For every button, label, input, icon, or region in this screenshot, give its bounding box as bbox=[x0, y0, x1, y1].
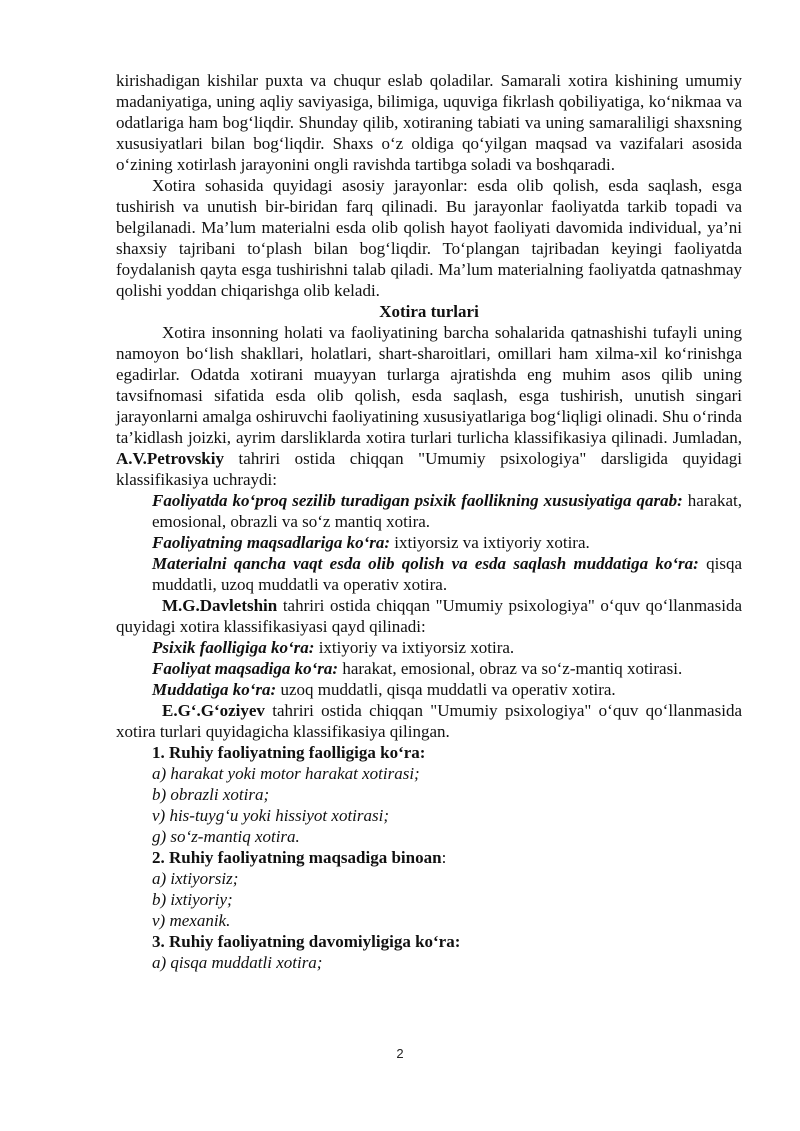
list-item: a) qisqa muddatli xotira; bbox=[152, 953, 323, 972]
classification-label: Faoliyatning maqsadlariga ko‘ra: bbox=[152, 533, 391, 552]
classification-label: Muddatiga ko‘ra: bbox=[152, 680, 277, 699]
classification-label: Faoliyatda ko‘proq sezilib turadigan psixik faollikning xususiyatiga qarab: bbox=[152, 491, 683, 510]
paragraph bbox=[116, 700, 742, 742]
list-item: a) harakat yoki motor harakat xotirasi; bbox=[152, 764, 420, 783]
classification-text: ixtiyorsiz va ixtiyoriy xotira. bbox=[390, 533, 590, 552]
list-item: v) mexanik. bbox=[152, 911, 231, 930]
list-item: g) so‘z-mantiq xotira. bbox=[152, 827, 300, 846]
classification-item bbox=[116, 679, 742, 700]
list-heading bbox=[116, 847, 742, 868]
classification-item bbox=[116, 637, 742, 658]
paragraph-text: Xotira insonning holati va faoliyatining barcha sohalarida qatnashishi tufayli uning namoyon bo‘lish shakllari, holatlari, shart-sharoitlari, omillari ham xilma-xil ko‘rinishga egadirlar. Odatda xotirani muayyan turlarga ajratishda eng muhim asos qilib uning tavsifnomasi sifatida esda olib qolish, esda saqlash, esga tushirish, unutish singari jarayonlarni amalga oshiruvchi faoliyatining xususiyatlariga bog‘liqligi olinadi. Shu o‘rinda ta’kidlash joizki, ayrim darsliklarda xotira turlari turlicha klassifikasiya qilinadi. Jumladan, bbox=[116, 323, 742, 447]
list-heading: 3. Ruhiy faoliyatning davomiyligiga ko‘ra: bbox=[152, 932, 461, 951]
list-heading-text: 2. Ruhiy faoliyatning maqsadiga binoan bbox=[152, 848, 442, 867]
classification-item bbox=[116, 490, 742, 532]
classification-label: Faoliyat maqsadiga ko‘ra: bbox=[152, 659, 339, 678]
paragraph: kirishadigan kishilar puxta va chuqur eslab qoladilar. Samarali xotira kishining umumiy madaniyatiga, uning aqliy saviyasiga, bilimiga, uquviga fikrlash qobiliyatiga, ko‘nikmaa va odatlariga ham bog‘liqdir. Shunday qilib, xotiraning tabiati va uning samaraliligi shaxsning xususiyatlari bilan bog‘liqdir. Shaxs o‘z oldiga qo‘yilgan maqsad va vazifalari asosida o‘zining xotirlash jarayonini ongli ravishda tartibga soladi va boshqaradi. bbox=[116, 71, 742, 174]
author-name: A.V.Petrovskiy bbox=[116, 449, 224, 468]
paragraph-text: tahriri ostida chiqqan "Umumiy psixologiya" o‘quv qo‘llanmasida quyidagi xotira klassifikasiyasi qayd qilinadi: bbox=[116, 596, 742, 636]
classification-item bbox=[116, 658, 742, 679]
classification-label: Materialni qancha vaqt esda olib qolish va esda saqlash muddatiga ko‘ra: bbox=[152, 554, 699, 573]
classification-item bbox=[116, 532, 742, 553]
paragraph: Xotira sohasida quyidagi asosiy jarayonlar: esda olib qolish, esda saqlash, esga tushirish va unutish bir-biridan farq qilinadi. Bu jarayonlar faoliyatda tarkib topadi va belgilanadi. Ma’lum materialni esda olib qolish hayot faoliyati davomida individual, ya’ni shaxsiy tajribani to‘plash bilan bog‘liqdir. To‘plangan tajribadan keyingi faoliyatda foydalanish qayta esga tushirishni talab qiladi. Ma’lum materialning faoliyatda qatnashmay qolishi yoddan chiqarishga olib keladi. bbox=[116, 176, 742, 300]
classification-text: qisqa muddatli, uzoq muddatli va operativ xotira. bbox=[152, 554, 742, 594]
list-item: v) his-tuyg‘u yoki hissiyot xotirasi; bbox=[152, 806, 390, 825]
list-item: b) obrazli xotira; bbox=[152, 785, 270, 804]
classification-text: harakat, emosional, obraz va so‘z-mantiq xotirasi. bbox=[338, 659, 683, 678]
paragraph-text: tahriri ostida chiqqan "Umumiy psixologiya" darsligida quyidagi klassifikasiya uchraydi: bbox=[116, 449, 742, 489]
classification-label: Psixik faolligiga ko‘ra: bbox=[152, 638, 315, 657]
author-name: M.G.Davletshin bbox=[162, 596, 278, 615]
document-page bbox=[116, 70, 742, 973]
page-number: 2 bbox=[396, 1046, 404, 1061]
list-item: b) ixtiyoriy; bbox=[152, 890, 233, 909]
classification-text: harakat, emosional, obrazli va so‘z mantiq xotira. bbox=[152, 491, 742, 531]
classification-text: uzoq muddatli, qisqa muddatli va operativ xotira. bbox=[276, 680, 616, 699]
paragraph-text: tahriri ostida chiqqan "Umumiy psixologiya" o‘quv qo‘llanmasida xotira turlari quyidagicha klassifikasiya qilingan. bbox=[116, 701, 742, 741]
paragraph bbox=[116, 322, 742, 490]
section-heading: Xotira turlari bbox=[379, 302, 479, 321]
list-heading-colon: : bbox=[441, 848, 447, 867]
classification-item bbox=[116, 553, 742, 595]
classification-text: ixtiyoriy va ixtiyorsiz xotira. bbox=[314, 638, 515, 657]
list-item: a) ixtiyorsiz; bbox=[152, 869, 239, 888]
paragraph bbox=[116, 595, 742, 637]
list-heading: 1. Ruhiy faoliyatning faolligiga ko‘ra: bbox=[152, 743, 426, 762]
author-name: E.G‘.G‘oziyev bbox=[162, 701, 265, 720]
